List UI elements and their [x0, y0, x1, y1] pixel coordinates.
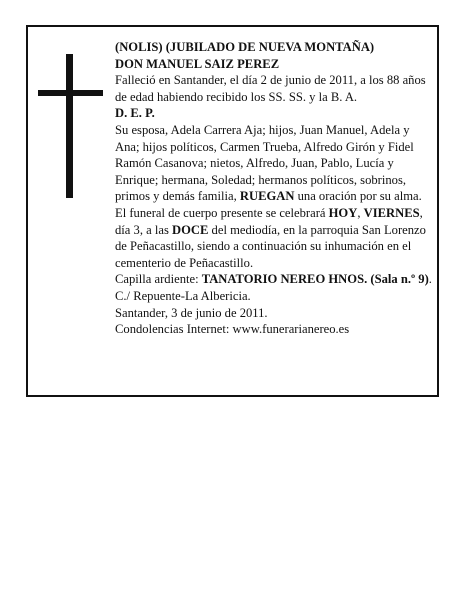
ruegan-rest: una oración por su alma. El funeral de cuerpo presente se celebrará	[115, 189, 422, 220]
notice-date: Santander, 3 de junio de 2011.	[115, 305, 268, 320]
chapel-label: Capilla ardiente:	[115, 272, 202, 287]
notice-text	[115, 39, 433, 338]
deceased-name: DON MANUEL SAIZ PEREZ	[115, 56, 280, 71]
doce-word: DOCE	[172, 222, 209, 237]
obituary-notice	[26, 25, 439, 397]
chapel-line	[115, 271, 433, 304]
dia-text: , día 3, a las	[115, 205, 423, 237]
latin-cross-icon	[38, 54, 103, 198]
notice-header: (NOLIS) (JUBILADO DE NUEVA MONTAÑA)	[115, 40, 375, 54]
room-number: (Sala n.º 9)	[370, 272, 429, 287]
family-paragraph	[115, 122, 433, 271]
death-details: Falleció en Santander, el día 2 de junio de 2011, a los 88 años de edad habiendo recibido los SS. SS. y la B. A.	[115, 73, 426, 104]
funeral-home-name: TANATORIO NEREO HNOS.	[201, 272, 368, 287]
dep-line: D. E. P.	[115, 106, 155, 121]
funeral-rest: del mediodía, en la parroquia San Lorenzo de Peñacastillo, siendo a continuación su inhumación en el cementerio de Peñacastillo.	[115, 222, 426, 270]
cross-vertical-bar	[66, 54, 73, 198]
comma-separator: ,	[357, 205, 364, 220]
family-text: Su esposa, Adela Carrera Aja; hijos, Juan Manuel, Adela y Ana; hijos políticos, Carmen Trueba, Alfredo Girón y Fidel Ramón Casanova; nietos, Alfredo, Juan, Pablo, Lucía y Enrique; hermana, Soledad; hermanos políticos, sobrinos, primos y demás familia,	[115, 122, 414, 204]
cross-horizontal-bar	[38, 90, 103, 96]
condolences-line: Condolencias Internet: www.funerarianereo.es	[115, 322, 350, 337]
ruegan-word: RUEGAN	[239, 189, 295, 204]
hoy-word: HOY	[328, 205, 358, 220]
funeral-home-address: . C./ Repuente-La Albericia.	[115, 272, 432, 303]
viernes-word: VIERNES	[363, 205, 420, 220]
